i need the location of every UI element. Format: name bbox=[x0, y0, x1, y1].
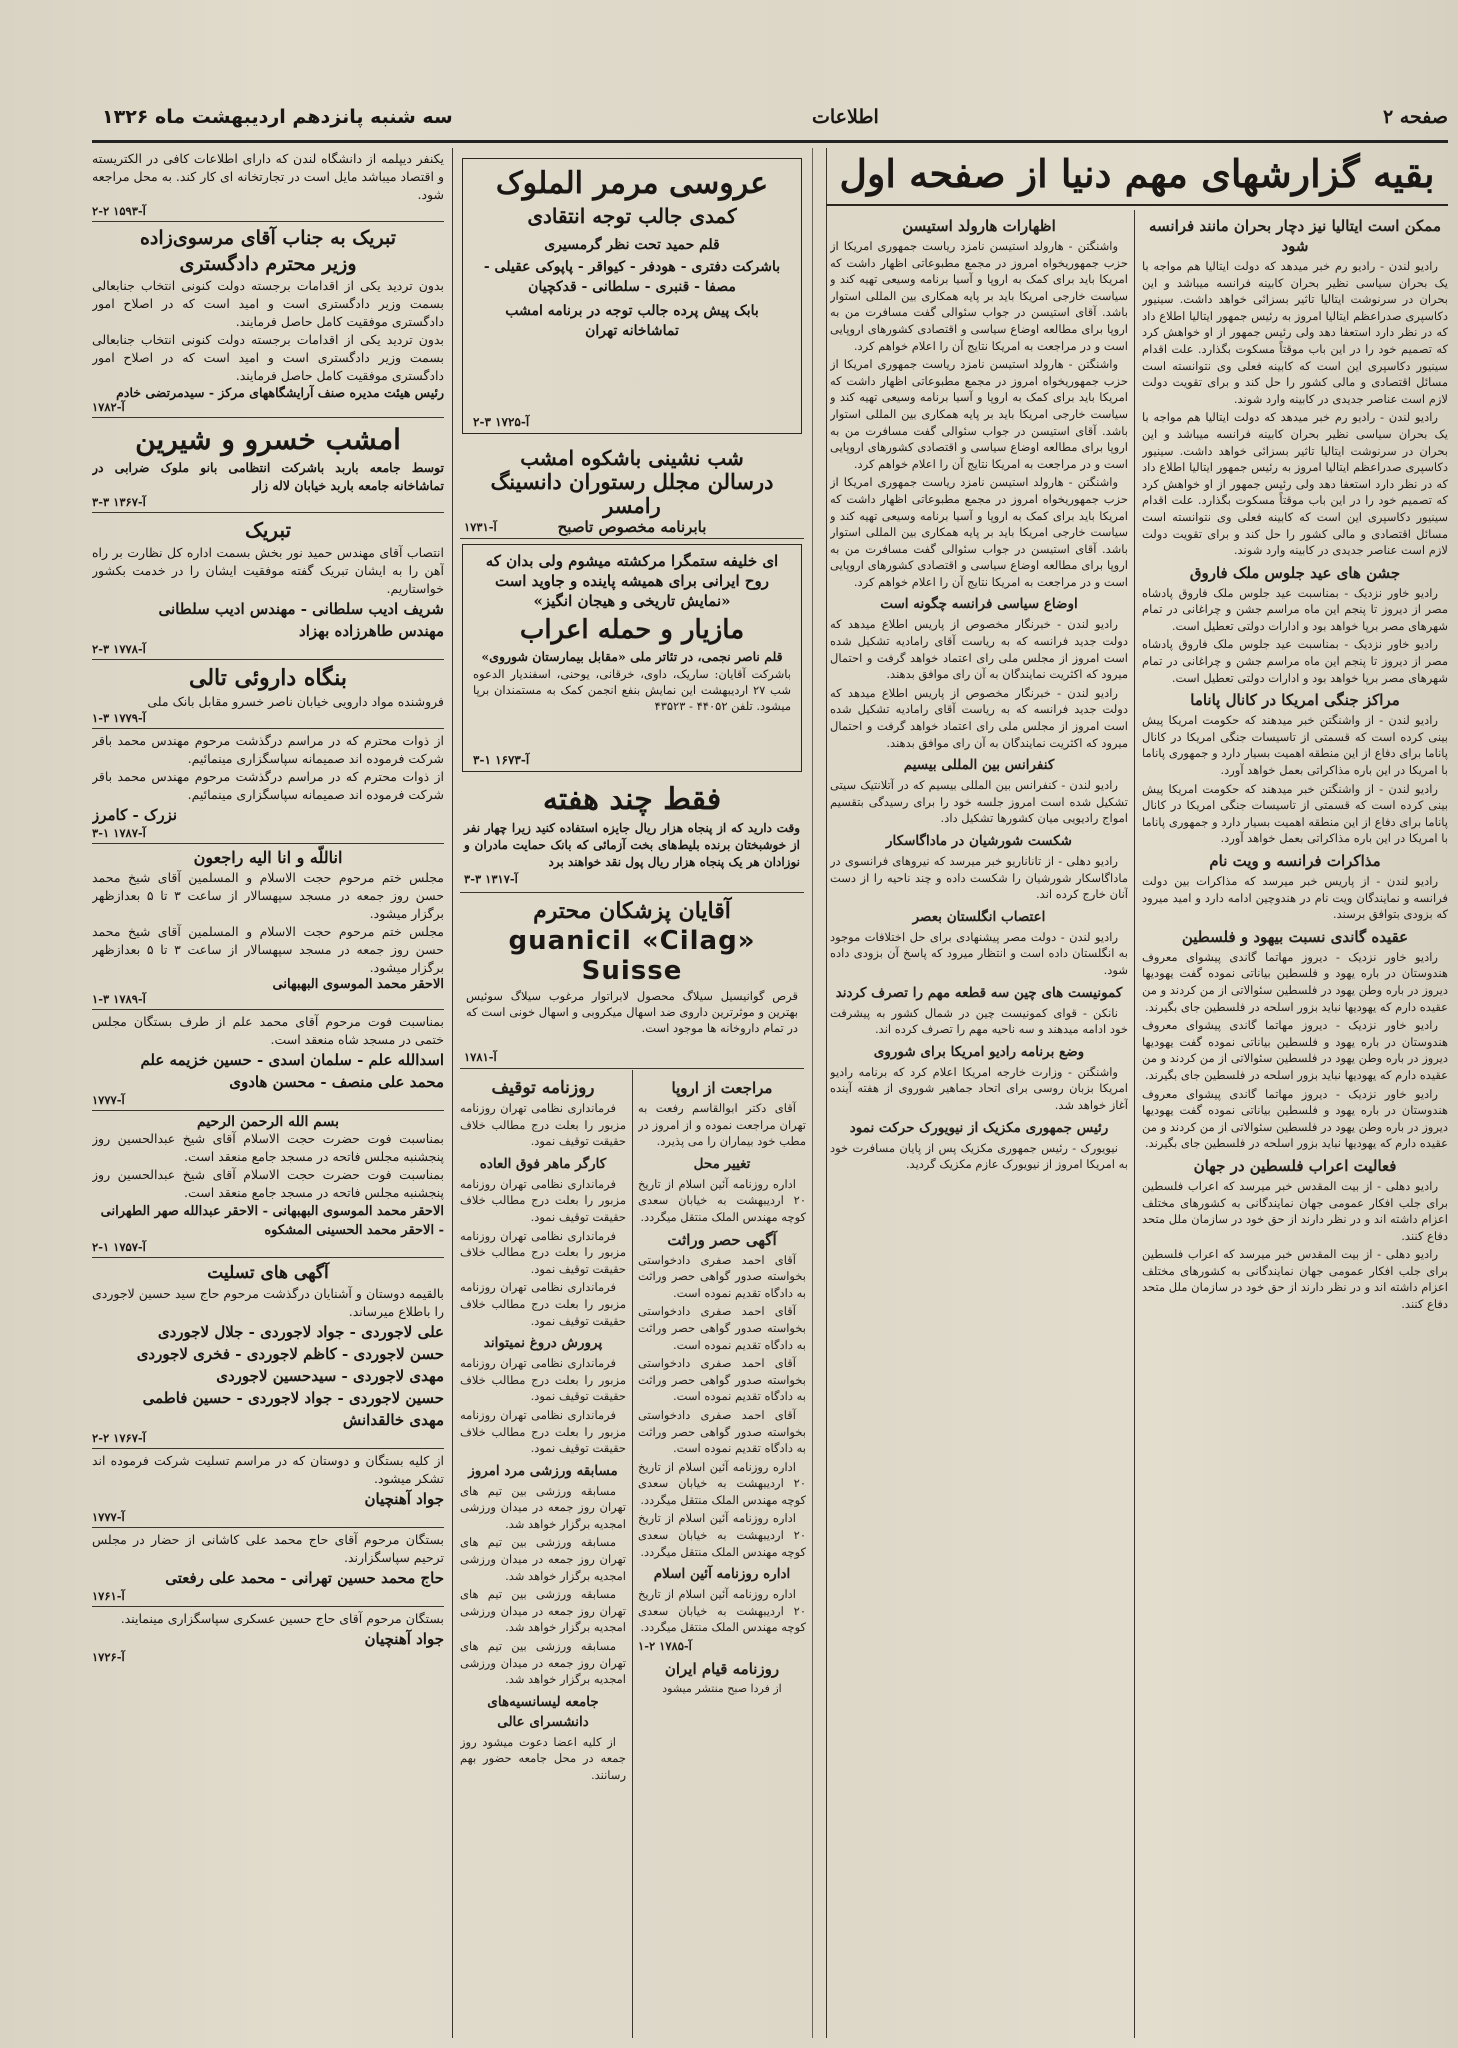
ad-body: آقای احمد صفری دادخواستی بخواسته صدور گواهی حصر وراثت به دادگاه تقدیم نموده است. bbox=[638, 1407, 806, 1456]
ad-subtitle: قلم ناصر نجمی، در تئاتر ملی «مقابل بیمارستان شوروی» bbox=[481, 649, 783, 664]
ad-cast: باشرکت دفتری - هودفر - کیواقر - پاپوکی عقیلی - مصفا - قنبری - سلطانی - قدکچیان bbox=[483, 259, 781, 295]
ad-body: بمناسبت فوت حضرت حجت الاسلام آقای شیخ عبدالحسین روز پنجشنبه مجلس فاتحه در مسجد جامع منعقد است. bbox=[92, 1167, 444, 1200]
ad-title: مراجعت از اروپا bbox=[671, 1079, 773, 1097]
ad-code: آ-۱۷۸۱ bbox=[464, 1050, 497, 1064]
ad-product: guanicil «Cilag» Suisse bbox=[508, 926, 756, 986]
news-body: رادیو دهلی - از تاناناریو خبر میرسد که نیروهای فرانسوی در ماداگاسکار شورشیان را شکست داده و چند ناحیه را از دست آنان خارج کرده اند. bbox=[830, 854, 1128, 902]
ad-title: مازیار و حمله اعراب bbox=[519, 615, 745, 645]
ad-body: مسابقه ورزشی بین تیم های تهران روز جمعه در میدان ورزشی امجدیه برگزار خواهد شد. bbox=[460, 1639, 626, 1687]
ad-rule bbox=[92, 1448, 444, 1449]
news-body: رادیو لندن - از پاریس خبر میرسد که مذاکرات بین دولت فرانسه و نمایندگان ویت نام در هندوچین ادامه دارد و امید میرود که بزودی بتوافق برسند. bbox=[1142, 874, 1448, 922]
bismillah: بسم الله الرحمن الرحیم bbox=[197, 1114, 339, 1130]
ad-body: مجلس ختم مرحوم حجت الاسلام و المسلمین آقای شیخ محمد حسن روز جمعه در مسجد سپهسالار از ساعت ۳ تا ۵ بعدازظهر برگزار میشود. bbox=[92, 870, 444, 921]
news-body: رادیو خاور نزدیک - دیروز مهاتما گاندی پیشوای معروف هندوستان در باره یهود و فلسطین بیاناتی نموده گفت یهودیها دیروز در باره وطن یهود در فلسطین سئوالاتی از من کردند و من عقیده دارم که یهودیها نباید بزور اسلحه در فلسطین جای بگیرند. bbox=[1142, 1018, 1448, 1082]
ad-note: بابرنامه مخصوص تاصبح bbox=[557, 518, 707, 536]
ad-names: مهندس طاهرزاده بهزاد bbox=[299, 622, 444, 640]
ad-body: فرمانداری نظامی تهران روزنامه مزبور را بعلت درج مطالب خلاف حقیقت توقیف نمود. bbox=[460, 1280, 626, 1328]
ad-author: قلم حمید تحت نظر گرمسیری bbox=[544, 237, 720, 253]
ad-body: فرمانداری نظامی تهران روزنامه مزبور را بعلت درج مطالب خلاف حقیقت توقیف نمود. bbox=[460, 1356, 626, 1404]
ad-body: اداره روزنامه آئین اسلام از تاریخ ۲۰ اردیبهشت به خیابان سعدی کوچه مهندس الملک منتقل میگردد. bbox=[638, 1459, 806, 1507]
ad-note: بابک پیش پرده جالب توجه در برنامه امشب تماشاخانه تهران bbox=[505, 303, 759, 339]
ad-code: آ-۱۳۶۷ ۳-۳ bbox=[92, 495, 146, 509]
news-body: واشنگتن - هارولد استیسن نامزد ریاست جمهوری امریکا از حزب جمهوریخواه امروز در مجمع مطبوعاتی اظهار داشت که امریکا باید برای کمک به اروپا و آسیا برنامه وسیعی تهیه کند و سیاست خارجی امریکا باید بر پایه همکاری بین المللی استوار باشد. آقای استیسن در جواب سئوالی گفت مسافرت من به اروپا برای مطالعه اوضاع سیاسی و اقتصادی کشورهای اروپایی است و در مراجعت به امریکا نتایج آن را اعلام خواهم کرد. bbox=[830, 357, 1128, 471]
ad-code: آ-۱۷۷۹ ۳-۱ bbox=[92, 711, 146, 725]
ad-body: اداره روزنامه آئین اسلام از تاریخ ۲۰ اردیبهشت به خیابان سعدی کوچه مهندس الملک منتقل میگردد. bbox=[638, 1511, 806, 1559]
ad-subtitle: درسالن مجلل رستوران دانسینگ رامسر bbox=[490, 469, 774, 518]
right-news-column bbox=[1142, 212, 1448, 2038]
ad-body: فرمانداری نظامی تهران روزنامه مزبور را بعلت درج مطالب خلاف حقیقت توقیف نمود. bbox=[460, 1176, 626, 1224]
news-headline: اظهارات هارولد استیسن bbox=[902, 217, 1056, 235]
ad-code: آ-۱۷۶۷ ۲-۲ bbox=[92, 1431, 146, 1445]
ad-body: بدون تردید یکی از اقدامات برجسته دولت کنونی انتخاب جنابعالی بسمت وزیر دادگستری است و امید است که در اصلاح امور دادگستری موفقیت کامل حاصل فرمایند. bbox=[92, 278, 444, 329]
ad-names: اسدالله علم - سلمان اسدی - حسین خزیمه علم bbox=[140, 1051, 444, 1069]
ad-code: آ-۱۶۷۳ ۱-۳ bbox=[473, 753, 530, 767]
ad-code: آ-۱۷۳۱ bbox=[464, 520, 497, 534]
news-headline: کنفرانس بین المللی بیسیم bbox=[903, 757, 1055, 774]
ad-body: مسابقه ورزشی بین تیم های تهران روز جمعه در میدان ورزشی امجدیه برگزار خواهد شد. bbox=[460, 1535, 626, 1583]
ad-title: مسابقه ورزشی مرد امروز bbox=[468, 1462, 618, 1479]
ad-rule bbox=[92, 417, 444, 418]
ad-code: آ-۱۷۲۶ bbox=[92, 1650, 125, 1664]
ad-body: فرمانداری نظامی تهران روزنامه مزبور را بعلت درج مطالب خلاف حقیقت توقیف نمود. bbox=[460, 1407, 626, 1456]
ad-body: اداره روزنامه آئین اسلام از تاریخ ۲۰ اردیبهشت به خیابان سعدی کوچه مهندس الملک منتقل میگردد. bbox=[638, 1176, 806, 1224]
news-body: رادیو دهلی - از بیت المقدس خبر میرسد که اعراب فلسطین برای جلب افکار عمومی جهان نمایندگانی به کشورهای مختلف اعزام داشته اند و در نظر دارند از حق خود در سازمان ملل متحد دفاع کنند. bbox=[1142, 1247, 1448, 1312]
news-headline: رئیس جمهوری مکزیک از نیویورک حرکت نمود bbox=[849, 1119, 1109, 1136]
news-body: رادیو دهلی - از بیت المقدس خبر میرسد که اعراب فلسطین برای جلب افکار عمومی جهان نمایندگانی به کشورهای مختلف اعزام داشته اند و در نظر دارند از حق خود در سازمان ملل متحد دفاع کنند. bbox=[1142, 1178, 1448, 1243]
news-headline: عقیده گاندی نسبت بیهود و فلسطین bbox=[1181, 927, 1409, 946]
news-body: رادیو لندن - رادیو رم خبر میدهد که دولت ایتالیا هم مواجه با یک بحران سیاسی نظیر بحران کابینه فرانسه میباشد و این بحران در سرنوشت ایتالیا تاثیر بسزائی خواهد داشت. سینیور دکاسپری صدراعظم ایتالیا امروز به رئیس جمهور ایتالیا اطلاع داد که در نظر دارد استعفا دهد ولی رئیس جمهور از او خواهش کرد که تصمیم خود را در این باب موقتاً مسکوت بگذارد. علت اقدام سینیور دکاسپری این است که کابینه فعلی وی نتوانسته است مسائل اقتصادی و مالی کشور را حل کند و برای تقویت دولت لازم است عناصر جدیدی در کابینه وارد شوند. bbox=[1142, 410, 1448, 558]
news-body: رادیو خاور نزدیک - دیروز مهاتما گاندی پیشوای معروف هندوستان در باره یهود و فلسطین بیاناتی نموده گفت یهودیها دیروز در باره وطن یهود در فلسطین سئوالاتی از من کردند و من عقیده دارم که یهودیها نباید بزور اسلحه در فلسطین جای بگیرند. bbox=[1142, 1086, 1448, 1151]
ad-body: مسابقه ورزشی بین تیم های تهران روز جمعه در میدان ورزشی امجدیه برگزار خواهد شد. bbox=[460, 1587, 626, 1635]
ad-names: محمد علی منصف - محسن هادوی bbox=[229, 1073, 444, 1091]
news-headline: اوضاع سیاسی فرانسه چگونه است bbox=[880, 596, 1078, 613]
ad-rule bbox=[92, 659, 444, 660]
ad-body: آقای احمد صفری دادخواستی بخواسته صدور گواهی حصر وراثت به دادگاه تقدیم نموده است. bbox=[638, 1356, 806, 1404]
page-number: صفحه ۲ bbox=[1382, 106, 1448, 128]
news-body: رادیو لندن - رادیو رم خبر میدهد که دولت ایتالیا هم مواجه با یک بحران سیاسی نظیر بحران کابینه فرانسه میباشد و این بحران در سرنوشت ایتالیا تاثیر بسزائی خواهد داشت. سینیور دکاسپری صدراعظم ایتالیا امروز به رئیس جمهور ایتالیا اطلاع داد که در نظر دارد استعفا دهد ولی رئیس جمهور از او خواهش کرد که تصمیم خود را در این باب موقتاً مسکوت بگذارد. علت اقدام سینیور دکاسپری این است که کابینه فعلی وی نتوانسته است مسائل اقتصادی و مالی کشور را حل کند و برای تقویت دولت لازم است عناصر جدیدی در کابینه وارد شوند. bbox=[1142, 259, 1448, 406]
ad-title: روزنامه قیام ایران bbox=[664, 1659, 780, 1678]
ad-rule bbox=[92, 1606, 444, 1607]
ad-body: آقای احمد صفری دادخواستی بخواسته صدور گواهی حصر وراثت به دادگاه تقدیم نموده است. bbox=[638, 1252, 806, 1300]
news-body: رادیو لندن - خبرنگار مخصوص از پاریس اطلاع میدهد که دولت جدید فرانسه که به ریاست آقای رامادیه تشکیل شده است امروز از مجلس ملی رای اعتماد خواهد گرفت و احتمال میرود که اکثریت نمایندگان به آن رای موافق بدهند. bbox=[830, 685, 1128, 750]
ad-intro: ای خلیفه ستمگرا مرکشته میشوم ولی بدان که روح ایرانی برای همیشه پاینده و جاوید است «نمایش تاریخی و هیجان انگیز» bbox=[485, 552, 779, 610]
ad-title: آگهی حصر وراثت bbox=[667, 1230, 777, 1249]
ad-code: آ-۱۵۹۳ ۲-۲ bbox=[92, 204, 146, 218]
ad-signer: رئیس هیئت مدیره صنف آرایشگاههای مرکز - سیدمرتضی خادم bbox=[116, 385, 444, 400]
ad-code: آ-۱۷۲۵ ۳-۲ bbox=[473, 415, 530, 429]
ad-rule bbox=[92, 1110, 444, 1111]
left-ads-column bbox=[92, 150, 444, 2038]
news-body: نیویورک - رئیس جمهوری مکزیک پس از پایان مسافرت خود به امریکا امروز از نیویورک عازم مکزیک گردید. bbox=[830, 1140, 1128, 1172]
news-body: نانکن - قوای کمونیست چین در شمال کشور به پیشرفت خود ادامه میدهند و سه ناحیه مهم را تصرف کرده اند. bbox=[830, 1005, 1128, 1037]
ad-title: شب نشینی باشکوه امشب bbox=[520, 446, 744, 470]
ad-names: حاج محمد حسین تهرانی - محمد علی رفعتی bbox=[165, 1569, 444, 1587]
ad-signer: جواد آهنچیان bbox=[364, 1630, 444, 1648]
ad-code: آ-۱۷۷۸ ۳-۲ bbox=[92, 642, 146, 656]
ad-title: تبریک به جناب آقای مرسوی‌زاده bbox=[139, 227, 397, 249]
news-body: رادیو لندن - کنفرانس بین المللی بیسیم که در آتلانتیک سیتی تشکیل شده است امروز جلسه خود را برای رسیدگی بتقسیم امواج رادیویی میان کشورها تشکیل داد. bbox=[830, 778, 1128, 826]
ad-rule bbox=[460, 1068, 804, 1069]
ad-body: فرمانداری نظامی تهران روزنامه مزبور را بعلت درج مطالب خلاف حقیقت توقیف نمود. bbox=[460, 1228, 626, 1276]
ad-subtitle: کمدی جالب توجه انتقادی bbox=[527, 204, 737, 228]
news-body: رادیو لندن - خبرنگار مخصوص از پاریس اطلاع میدهد که دولت جدید فرانسه که به ریاست آقای رامادیه تشکیل شده است امروز از مجلس ملی رای اعتماد خواهد گرفت و احتمال میرود که اکثریت نمایندگان به آن رای موافق بدهند. bbox=[830, 617, 1128, 682]
ad-code: آ-۱۷۷۷ bbox=[92, 1093, 125, 1107]
ad-names: علی لاجوردی - جواد لاجوردی - جلال لاجوردی bbox=[157, 1323, 444, 1341]
news-headline: جشن های عید جلوس ملک فاروق bbox=[1189, 563, 1401, 582]
news-body: واشنگتن - هارولد استیسن نامزد ریاست جمهوری امریکا از حزب جمهوریخواه امروز در مجمع مطبوعاتی اظهار داشت که امریکا باید برای کمک به اروپا و آسیا برنامه وسیعی تهیه کند و سیاست خارجی امریکا باید بر پایه همکاری بین المللی استوار باشد. آقای استیسن در جواب سئوالی گفت مسافرت من به اروپا برای مطالعه اوضاع سیاسی و اقتصادی کشورهای اروپایی است و در مراجعت به امریکا نتایج آن را اعلام خواهم کرد. bbox=[830, 475, 1128, 589]
ad-title: اداره روزنامه آئین اسلام bbox=[653, 1566, 791, 1583]
ad-body: فرمانداری نظامی تهران روزنامه مزبور را بعلت درج مطالب خلاف حقیقت توقیف نمود. bbox=[460, 1101, 626, 1149]
ad-code: آ-۱۳۱۷ ۳-۳ bbox=[464, 872, 518, 886]
lottery-ad bbox=[460, 780, 804, 888]
ad-rule bbox=[460, 892, 804, 893]
ad-code: آ-۱۷۸۷ ۱-۳ bbox=[92, 826, 146, 840]
party-ad bbox=[460, 446, 804, 539]
issue-date: سه شنبه پانزدهم اردیبهشت ماه ۱۳۲۶ bbox=[102, 106, 453, 128]
ad-title: تبریک bbox=[244, 518, 292, 542]
ad-code: آ-۱۷۸۲ bbox=[92, 400, 125, 414]
middle-right-subcolumn bbox=[638, 1074, 806, 2034]
ad-names: حسین لاجوردی - جواد لاجوردی - حسین فاطمی bbox=[142, 1389, 444, 1407]
news-body: رادیو خاور نزدیک - دیروز مهاتما گاندی پیشوای معروف هندوستان در باره یهود و فلسطین بیاناتی نموده گفت یهودیها دیروز در باره وطن یهود در فلسطین سئوالاتی از من کردند و من عقیده دارم که یهودیها نباید بزور اسلحه در فلسطین جای بگیرند. bbox=[1142, 949, 1448, 1014]
ad-subtitle: وزیر محترم دادگستری bbox=[179, 253, 357, 275]
ad-names: مهدی لاجوردی - سیدحسین لاجوردی bbox=[216, 1367, 444, 1385]
news-body: رادیو خاور نزدیک - بمناسبت عید جلوس ملک فاروق پادشاه مصر از دیروز تا پنجم این ماه مراسم جشن و چراغانی در تمام شهرهای مصر برپا خواهد بود و ادارات دولتی تعطیل است. bbox=[1142, 637, 1448, 685]
ad-body: آقای دکتر ابوالقاسم رفعت به تهران مراجعت نموده و از امروز در مطب خود بیماران را می پذیرد. bbox=[638, 1101, 806, 1149]
middle-left-subcolumn bbox=[460, 1074, 626, 2034]
ad-body: از کلیه بستگان و دوستان که در مراسم تسلیت شرکت فرموده اند تشکر میشود. bbox=[92, 1453, 444, 1486]
ad-body: بدون تردید یکی از اقدامات برجسته دولت کنونی انتخاب جنابعالی بسمت وزیر دادگستری است و امید است که در اصلاح امور دادگستری موفقیت کامل حاصل فرمایند. bbox=[92, 332, 444, 383]
ad-signer: الاحقر محمد الموسوی البهبهانی bbox=[272, 977, 444, 992]
news-body: واشنگتن - هارولد استیسن نامزد ریاست جمهوری امریکا از حزب جمهوریخواه امروز در مجمع مطبوعاتی اظهار داشت که امریکا باید برای کمک به اروپا و آسیا برنامه وسیعی تهیه کند و سیاست خارجی امریکا باید بر پایه همکاری بین المللی استوار باشد. آقای استیسن در جواب سئوالی گفت مسافرت من به اروپا برای مطالعه اوضاع سیاسی و اقتصادی کشورهای اروپایی است و در مراجعت به امریکا نتایج آن را اعلام خواهم کرد. bbox=[830, 239, 1128, 353]
ad-names: حسن لاجوردی - کاظم لاجوردی - فخری لاجوردی bbox=[136, 1345, 444, 1363]
ad-body: باشرکت آقایان: ساریک، داوی، خرقانی، یوحنی، اسفندیار الدعوه شب ۲۷ اردیبهشت این نمایش بنفع انجمن کمک به مستمندان برپا میشود. تلفن ۴۴۰۵۲ - ۴۳۵۲۳ bbox=[473, 667, 791, 713]
masthead bbox=[92, 96, 1448, 143]
ad-body: فروشنده مواد دارویی خیابان ناصر خسرو مقابل بانک ملی bbox=[147, 694, 444, 709]
ad-rule bbox=[92, 843, 444, 844]
ad-body: وقت دارید که از پنجاه هزار ریال جایزه استفاده کنید زیرا چهار نفر از خوشبختان برنده بلیط‌های بخت آزمائی که بانک حمایت مادران و نوزادان هر یک پنجاه هزار ریال پول نقد خواهند برد bbox=[464, 821, 800, 869]
ad-body: از ذوات محترم که در مراسم درگذشت مرحوم مهندس محمد باقر شرکت فرموده اند صمیمانه سپاسگزاری مینمائیم. bbox=[92, 733, 444, 766]
ad-body: از کلیه اعضا دعوت میشود روز جمعه در محل جامعه حضور بهم رسانند. bbox=[460, 1734, 626, 1782]
column-rule bbox=[452, 148, 453, 2038]
ad-names: شریف ادیب سلطانی - مهندس ادیب سلطانی bbox=[158, 600, 444, 618]
ad-body: مسابقه ورزشی بین تیم های تهران روز جمعه در میدان ورزشی امجدیه برگزار خواهد شد. bbox=[460, 1483, 626, 1531]
second-news-column bbox=[830, 212, 1128, 2038]
ad-names: نزرک - کامرز bbox=[92, 806, 178, 824]
news-headline: مذاکرات فرانسه و ویت نام bbox=[1209, 852, 1381, 870]
news-body: رادیو لندن - دولت مصر پیشنهادی برای حل اختلافات موجود به انگلستان داده است و انتظار میرود که پاسخ آن بزودی داده شود. bbox=[830, 929, 1128, 977]
ad-code: آ-۱۷۷۷ bbox=[92, 1510, 125, 1524]
ad-rule bbox=[92, 1257, 444, 1258]
headline-rule bbox=[826, 204, 1448, 206]
column-rule bbox=[812, 148, 813, 2038]
news-headline: کمونیست های چین سه قطعه مهم را تصرف کردند bbox=[835, 984, 1123, 1001]
ad-body: بالقیمه دوستان و آشنایان درگذشت مرحوم حاج سید حسین لاجوردی را باطلاع میرساند. bbox=[92, 1286, 444, 1319]
wedding-play-ad bbox=[462, 158, 802, 434]
ad-body: انتصاب آقای مهندس حمید نور بخش بسمت اداره کل نظارت بر راه آهن را به ایشان تبریک گفته موفقیت ایشان را در خدمت بکشور خواستاریم. bbox=[92, 545, 444, 596]
ad-body: از ذوات محترم که در مراسم درگذشت مرحوم مهندس محمد باقر شرکت فرموده اند صمیمانه سپاسگزاری مینمائیم. bbox=[92, 769, 444, 802]
news-body: رادیو خاور نزدیک - بمناسبت عید جلوس ملک فاروق پادشاه مصر از دیروز تا پنجم این ماه مراسم جشن و چراغانی در تمام شهرهای مصر برپا خواهد بود و ادارات دولتی تعطیل است. bbox=[1142, 585, 1448, 633]
ad-title: پرورش دروغ نمیتواند bbox=[483, 1335, 603, 1352]
ad-code: آ-۱۷۵۷ ۱-۲ bbox=[92, 1240, 146, 1254]
ad-rule bbox=[92, 221, 444, 222]
newspaper-name: اطلاعات bbox=[812, 106, 879, 128]
ad-code: آ-۱۷۶۱ bbox=[92, 1589, 125, 1603]
news-headline: فعالیت اعراب فلسطین در جهان bbox=[1193, 1156, 1397, 1175]
ad-code: آ-۱۷۸۹ ۳-۱ bbox=[92, 992, 146, 1006]
news-body: واشنگتن - وزارت خارجه امریکا اعلام کرد که برنامه رادیو امریکا بزبان روسی برای اتحاد جماهیر شوروی از هفته آینده آغاز خواهد شد. bbox=[830, 1064, 1128, 1112]
ad-title: تغییر محل bbox=[693, 1155, 751, 1172]
ad-names: مهدی خالقدانش bbox=[342, 1411, 444, 1429]
main-headline: بقیه گزارشهای مهم دنیا از صفحه اول bbox=[839, 151, 1435, 196]
column-rule bbox=[1134, 210, 1135, 2038]
ad-title: آگهی های تسلیت bbox=[207, 1263, 329, 1283]
ad-rule bbox=[92, 1009, 444, 1010]
news-headline: مراکز جنگی امریکا در کانال پاناما bbox=[1190, 691, 1400, 710]
ad-rule bbox=[92, 1527, 444, 1528]
ad-note: از فردا صبح منتشر میشود bbox=[662, 1681, 782, 1695]
ad-title: جامعه لیسانسیه‌های دانشسرای عالی bbox=[487, 1693, 599, 1730]
job-notice: یکنفر دیپلمه از دانشگاه لندن که دارای اطلاعات کافی در الکتریسته و اقتصاد میباشد مایل است در تجارتخانه ای کار کند. به محل مراجعه شود. bbox=[92, 151, 444, 202]
ad-body: قرص گوانیسیل سیلاگ محصول لابراتوار مرغوب سیلاگ سوئیس بهترین و موثرترین داروی ضد اسهال میکروبی و اسهال خونی است که در تمام داروخانه ها موجود است. bbox=[466, 989, 798, 1035]
ad-body: بمناسبت فوت حضرت حجت الاسلام آقای شیخ عبدالحسین روز پنجشنبه مجلس فاتحه در مسجد جامع منعقد است. bbox=[92, 1131, 444, 1164]
ad-rule bbox=[92, 728, 444, 729]
ad-body: مجلس ختم مرحوم حجت الاسلام و المسلمین آقای شیخ محمد حسن روز جمعه در مسجد سپهسالار از ساعت ۳ تا ۵ بعدازظهر برگزار میشود. bbox=[92, 924, 444, 975]
ad-title: فقط چند هفته bbox=[542, 782, 722, 817]
ad-body: آقای احمد صفری دادخواستی بخواسته صدور گواهی حصر وراثت به دادگاه تقدیم نموده است. bbox=[638, 1304, 806, 1352]
ad-body: بستگان مرحوم آقای حاج حسین عسکری سپاسگزاری مینمایند. bbox=[120, 1611, 444, 1626]
news-headline: ممکن است ایتالیا نیز دچار بحران مانند فرانسه شود bbox=[1149, 217, 1441, 255]
ad-title: عروسی مرمر الملوک bbox=[495, 166, 769, 201]
ad-signer: جواد آهنچیان bbox=[364, 1490, 444, 1508]
ad-title: بنگاه داروئی تالی bbox=[189, 665, 347, 691]
news-headline: اعتصاب انگلستان بعصر bbox=[912, 908, 1046, 925]
ad-title: اناللّه و انا الیه راجعون bbox=[193, 848, 343, 867]
ad-body: اداره روزنامه آئین اسلام از تاریخ ۲۰ اردیبهشت به خیابان سعدی کوچه مهندس الملک منتقل میگردد. bbox=[638, 1587, 806, 1635]
column-rule bbox=[632, 1070, 633, 2038]
ad-title: آقایان پزشکان محترم bbox=[533, 898, 731, 924]
ad-body: توسط جامعه باربد باشرکت انتظامی بانو ملوک ضرابی در تماشاخانه جامعه باربد خیابان لاله زار bbox=[92, 460, 444, 493]
ad-rule bbox=[92, 512, 444, 513]
news-headline: شکست شورشیان در ماداگاسکار bbox=[886, 833, 1072, 849]
ad-signer: الاحقر محمد الموسوی البهبهانی - الاحقر عبدالله صهر الطهرانی - الاحقر محمد الحسینی المشکوه bbox=[100, 1204, 444, 1238]
ad-body: بمناسبت فوت مرحوم آقای محمد علم از طرف بستگان مجلس ختمی در مسجد شاه منعقد است. bbox=[92, 1014, 444, 1047]
news-body: رادیو لندن - از واشنگتن خبر میدهند که حکومت امریکا پیش بینی کرده است که قسمتی از تاسیسات جنگی امریکا در کانال پاناما برای دفاع از این منطقه اهمیت بسیار دارد و جمهوری پاناما با امریکا در این باره مذاکراتی بعمل خواهد آورد. bbox=[1142, 713, 1448, 778]
ad-body: بستگان مرحوم آقای حاج محمد علی کاشانی از حضار در مجلس ترحیم سپاسگزارند. bbox=[92, 1532, 444, 1565]
ad-title: کارگر ماهر فوق العاده bbox=[479, 1155, 607, 1172]
ad-title: امشب خسرو و شیرین bbox=[135, 423, 401, 456]
news-body: رادیو لندن - از واشنگتن خبر میدهند که حکومت امریکا پیش بینی کرده است که قسمتی از تاسیسات جنگی امریکا در کانال پاناما برای دفاع از این منطقه اهمیت بسیار دارد و جمهوری پاناما با امریکا در این باره مذاکراتی بعمل خواهد آورد. bbox=[1142, 781, 1448, 846]
ad-title: روزنامه توقیف bbox=[491, 1078, 595, 1098]
news-headline: وضع برنامه رادیو امریکا برای شوروی bbox=[873, 1043, 1085, 1060]
mazyar-play-ad bbox=[462, 544, 802, 772]
doctors-ad bbox=[460, 896, 804, 1066]
column-rule bbox=[826, 148, 827, 2038]
ad-code: آ-۱۷۸۵ ۲-۱ bbox=[638, 1639, 692, 1654]
